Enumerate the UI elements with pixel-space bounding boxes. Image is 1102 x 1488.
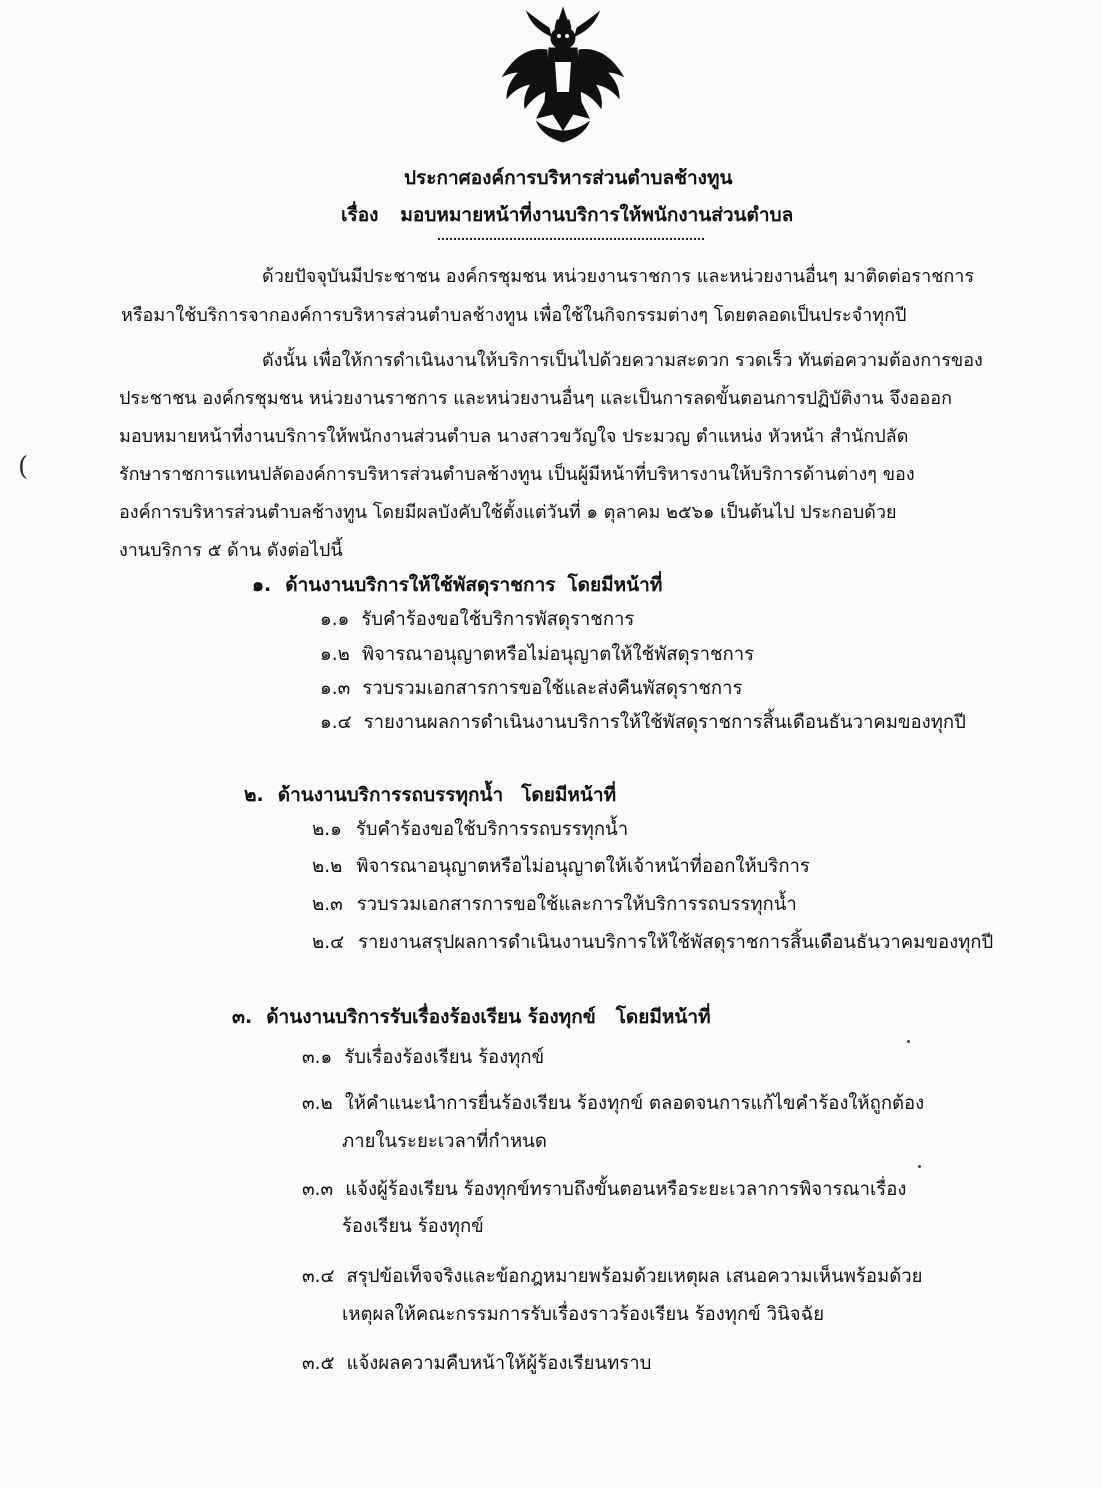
- list-item: ๓.๓ แจ้งผู้ร้องเรียน ร้องทุกข์ทราบถึงขั้นตอนหรือระยะเวลาการพิจารณาเรื่อง: [302, 1179, 907, 1200]
- list-item: ๓.๑ รับเรื่องร้องเรียน ร้องทุกข์: [302, 1047, 545, 1068]
- paragraph-1-line-1: ด้วยปัจจุบันมีประชาชน องค์กรชุมชน หน่วยงานราชการ และหน่วยงานอื่นๆ มาติดต่อราชการ: [262, 266, 975, 287]
- list-item: ๒.๑ รับคำร้องขอใช้บริการรถบรรทุกน้ำ: [312, 819, 629, 840]
- announcement-title: ประกาศองค์การบริหารส่วนตำบลช้างทูน: [404, 167, 733, 189]
- list-item: ๑.๑ รับคำร้องขอใช้บริการพัสดุราชการ: [320, 609, 635, 630]
- paragraph-2-line-5: องค์การบริหารส่วนตำบลช้างทูน โดยมีผลบังคับใช้ตั้งแต่วันที่ ๑ ตุลาคม ๒๕๖๑ เป็นต้นไป ประกอบด้วย: [119, 502, 897, 523]
- scan-mark: (: [18, 452, 29, 482]
- list-item: ๓.๕ แจ้งผลความคืบหน้าให้ผู้ร้องเรียนทราบ: [302, 1353, 652, 1374]
- list-item: ๑.๔ รายงานผลการดำเนินงานบริการให้ใช้พัสดุราชการสิ้นเดือนธันวาคมของทุกปี: [320, 712, 966, 733]
- section-3-heading: ๓. ด้านงานบริการรับเรื่องร้องเรียน ร้องทุกข์ โดยมีหน้าที่: [232, 1006, 711, 1028]
- section-1-heading: ๑. ด้านงานบริการให้ใช้พัสดุราชการ โดยมีหน้าที่: [252, 574, 663, 596]
- list-item: ๒.๓ รวบรวมเอกสารการขอใช้และการให้บริการรถบรรทุกน้ำ: [312, 894, 797, 915]
- list-item: ๑.๓ รวบรวมเอกสารการขอใช้และส่งคืนพัสดุราชการ: [320, 678, 743, 699]
- paragraph-2-line-4: รักษาราชการแทนปลัดองค์การบริหารส่วนตำบลช้างทูน เป็นผู้มีหน้าที่บริหารงานให้บริการด้านต่างๆ ของ: [119, 464, 915, 485]
- title-separator: [438, 238, 704, 240]
- list-item-continuation: ภายในระยะเวลาที่กำหนด: [342, 1131, 547, 1152]
- paragraph-1-line-2: หรือมาใช้บริการจากองค์การบริหารส่วนตำบลช้างทูน เพื่อใช้ในกิจกรรมต่างๆ โดยตลอดเป็นประจำทุกปี: [121, 305, 907, 326]
- scan-dot: [907, 1040, 910, 1043]
- paragraph-2-line-3: มอบหมายหน้าที่งานบริการให้พนักงานส่วนตำบล นางสาวขวัญใจ ประมวญ ตำแหน่ง หัวหน้า สำนักปลัด: [119, 426, 909, 447]
- garuda-emblem-icon: [497, 6, 629, 146]
- section-2-heading: ๒. ด้านงานบริการรถบรรทุกน้ำ โดยมีหน้าที่: [244, 784, 617, 806]
- list-item: ๒.๔ รายงานสรุปผลการดำเนินงานบริการให้ใช้พัสดุราชการสิ้นเดือนธันวาคมของทุกปี: [312, 932, 994, 953]
- subject-line: [341, 200, 793, 230]
- list-item-continuation: เหตุผลให้คณะกรรมการรับเรื่องราวร้องเรียน ร้องทุกข์ วินิจฉัย: [342, 1304, 825, 1325]
- subject-label: เรื่อง: [341, 204, 379, 226]
- paragraph-2-line-2: ประชาชน องค์กรชุมชน หน่วยงานราชการ และหน่วยงานอื่นๆ และเป็นการลดขั้นตอนการปฏิบัติงาน จึงอออก: [119, 388, 952, 409]
- paragraph-2-line-1: ดังนั้น เพื่อให้การดำเนินงานให้บริการเป็นไปด้วยความสะดวก รวดเร็ว ทันต่อความต้องการของ: [262, 350, 983, 371]
- list-item: ๓.๒ ให้คำแนะนำการยื่นร้องเรียน ร้องทุกข์ ตลอดจนการแก้ไขคำร้องให้ถูกต้อง: [302, 1093, 925, 1114]
- list-item: ๑.๒ พิจารณาอนุญาตหรือไม่อนุญาตให้ใช้พัสดุราชการ: [320, 644, 755, 665]
- list-item: ๓.๔ สรุปข้อเท็จจริงและข้อกฎหมายพร้อมด้วยเหตุผล เสนอความเห็นพร้อมด้วย: [302, 1266, 923, 1287]
- paragraph-2-line-6: งานบริการ ๕ ด้าน ดังต่อไปนี้: [119, 540, 343, 561]
- scan-dot: [918, 1165, 921, 1168]
- list-item: ๒.๒ พิจารณาอนุญาตหรือไม่อนุญาตให้เจ้าหน้าที่ออกให้บริการ: [312, 856, 810, 877]
- list-item-continuation: ร้องเรียน ร้องทุกข์: [342, 1216, 484, 1237]
- subject-text: มอบหมายหน้าที่งานบริการให้พนักงานส่วนตำบล: [400, 204, 794, 226]
